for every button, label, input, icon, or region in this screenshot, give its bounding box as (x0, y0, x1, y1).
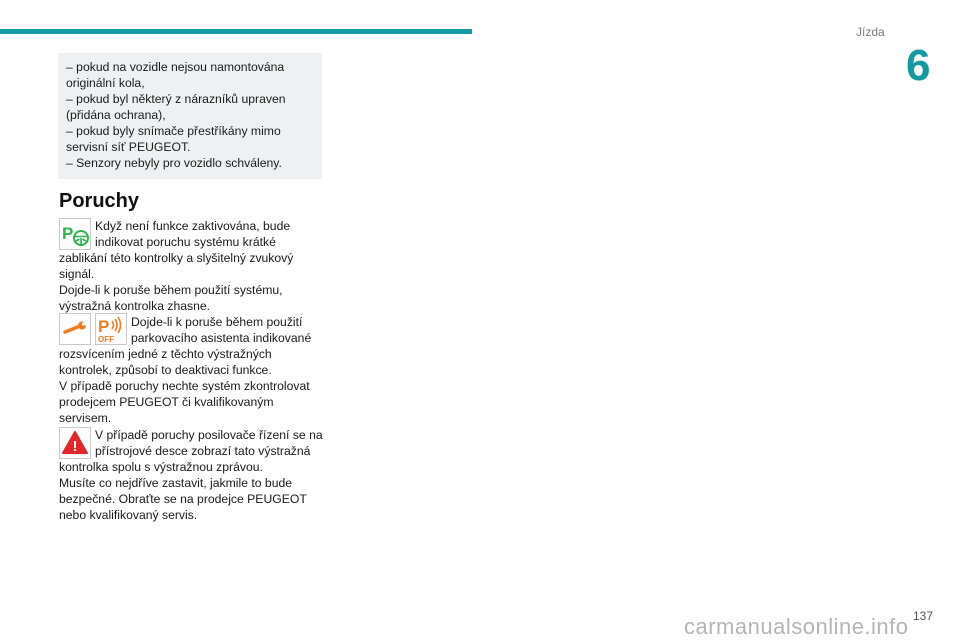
text-line: parkovacího asistenta indikované (131, 331, 312, 345)
park-off-icon-label: OFF (98, 335, 114, 344)
section-title: Jízda (856, 25, 885, 39)
text-line: signál. (59, 267, 95, 281)
text-line: servisem. (59, 411, 112, 425)
page-number: 137 (913, 609, 934, 623)
section-number: 6 (906, 41, 931, 90)
block-3 (59, 427, 325, 523)
block-2 (59, 314, 325, 426)
text-line: kontrolka spolu s výstražnou zprávou. (59, 460, 263, 474)
note-line: (přidána ochrana), (66, 108, 166, 122)
warning-icon-label: ! (72, 438, 78, 455)
note-line: – Senzory nebyly pro vozidlo schváleny. (66, 156, 282, 170)
note-line: – pokud byl některý z nárazníků upraven (66, 92, 286, 106)
park-off-icon-letter: P (98, 317, 110, 336)
note-box (58, 53, 322, 179)
text-line: Musíte co nejdříve zastavit, jakmile to bude (59, 476, 293, 490)
text-line: bezpečné. Obraťte se na prodejce PEUGEOT (59, 492, 307, 506)
text-line: Když není funkce zaktivována, bude (95, 219, 291, 233)
text-line: prodejcem PEUGEOT či kvalifikovaným (59, 395, 274, 409)
block-1 (59, 218, 325, 314)
text-line: výstražná kontrolka zhasne. (59, 299, 211, 313)
park-assist-icon-label: P (62, 224, 74, 243)
note-line: servisní síť PEUGEOT. (66, 140, 191, 154)
section-heading: Poruchy (59, 190, 140, 212)
text-line: nebo kvalifikovaný servis. (59, 508, 198, 522)
text-line: rozsvícením jedné z těchto výstražných (59, 347, 272, 361)
text-line: přístrojové desce zobrazí tato výstražná (95, 444, 311, 458)
top-accent-bar (0, 29, 472, 34)
watermark: carmanualsonline.info (684, 614, 909, 639)
note-line: originální kola, (66, 76, 145, 90)
note-line: – pokud byly snímače přestříkány mimo (66, 124, 281, 138)
text-line: V případě poruchy posilovače řízení se na (95, 428, 323, 442)
text-line: V případě poruchy nechte systém zkontrolovat (59, 379, 310, 393)
text-line: zablikání této kontrolky a slyšitelný zvukový (59, 251, 294, 265)
text-line: indikovat poruchu systému krátké (95, 235, 276, 249)
text-line: Dojde-li k poruše během použití (131, 315, 303, 329)
note-line: – pokud na vozidle nejsou namontována (66, 60, 285, 74)
text-line: kontrolek, způsobí to deaktivaci funkce. (59, 363, 272, 377)
text-line: Dojde-li k poruše během použití systému, (59, 283, 283, 297)
